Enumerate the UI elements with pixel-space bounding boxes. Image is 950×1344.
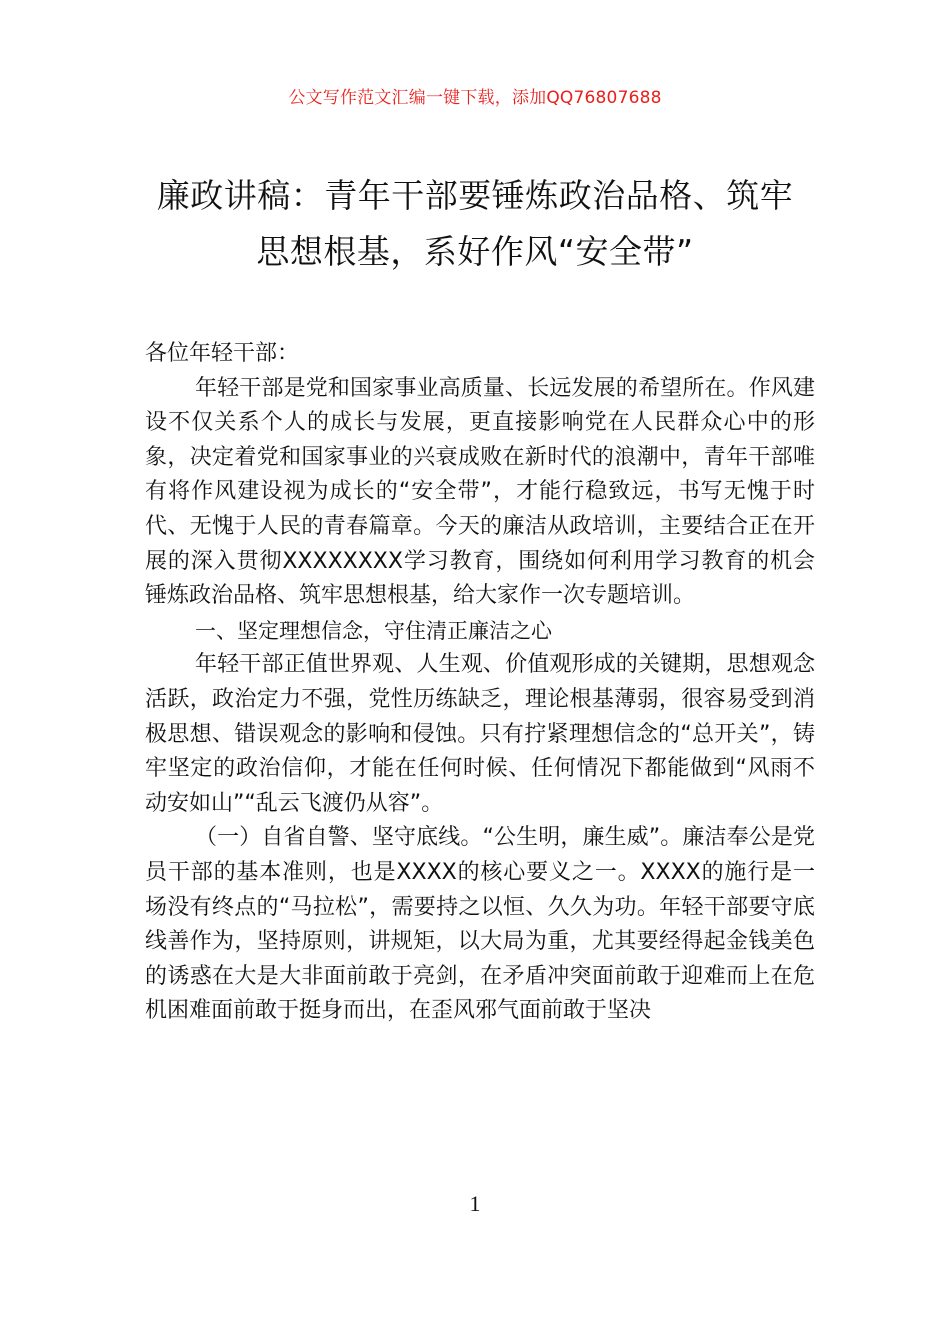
document-body — [145, 337, 815, 1029]
document-title: 廉政讲稿：青年干部要锤炼政治品格、筑牢思想根基，系好作风“安全带” — [156, 176, 794, 271]
section-heading: 一、坚定理想信念，守住清正廉洁之心 — [195, 618, 552, 643]
section-paragraph-2: （一）自省自警、坚守底线。“公生明，廉生威”。廉洁奉公是党员干部的基本准则，也是XXXX的核心要义之一。XXXX的施行是一场没有终点的“马拉松”，需要持之以恒、久久为功。年轻干部要守底线善作为，坚持原则，讲规矩，以大局为重，尤其要经得起金钱美色的诱惑在大是大非面前敢于亮剑，在矛盾冲突面前敢于迎难而上在危机困难面前敢于挺身而出，在歪风邪气面前敢于坚决 — [145, 825, 815, 1024]
download-watermark: 公文写作范文汇编一键下载，添加QQ76807688 — [288, 88, 662, 108]
intro-paragraph: 年轻干部是党和国家事业高质量、长远发展的希望所在。作风建设不仅关系个人的成长与发展，更直接影响党在人民群众心中的形象，决定着党和国家事业的兴衰成败在新时代的浪潮中，青年干部唯有将作风建设视为成长的“安全带”，才能行稳致远，书写无愧于时代、无愧于人民的青春篇章。今天的廉洁从政培训，主要结合正在开展的深入贯彻XXXXXXXX学习教育，围绕如何利用学习教育的机会锤炼政治品格、筑牢思想根基，给大家作一次专题培训。 — [145, 375, 815, 609]
section-paragraph-1: 年轻干部正值世界观、人生观、价值观形成的关键期，思想观念活跃，政治定力不强，党性历练缺乏，理论根基薄弱，很容易受到消极思想、错误观念的影响和侵蚀。只有拧紧理想信念的“总开关”，铸牢坚定的政治信仰，才能在任何时候、任何情况下都能做到“风雨不动安如山”“乱云飞渡仍从容”。 — [145, 652, 815, 816]
salutation: 各位年轻干部： — [145, 341, 300, 366]
page-number: 1 — [469, 1191, 481, 1216]
